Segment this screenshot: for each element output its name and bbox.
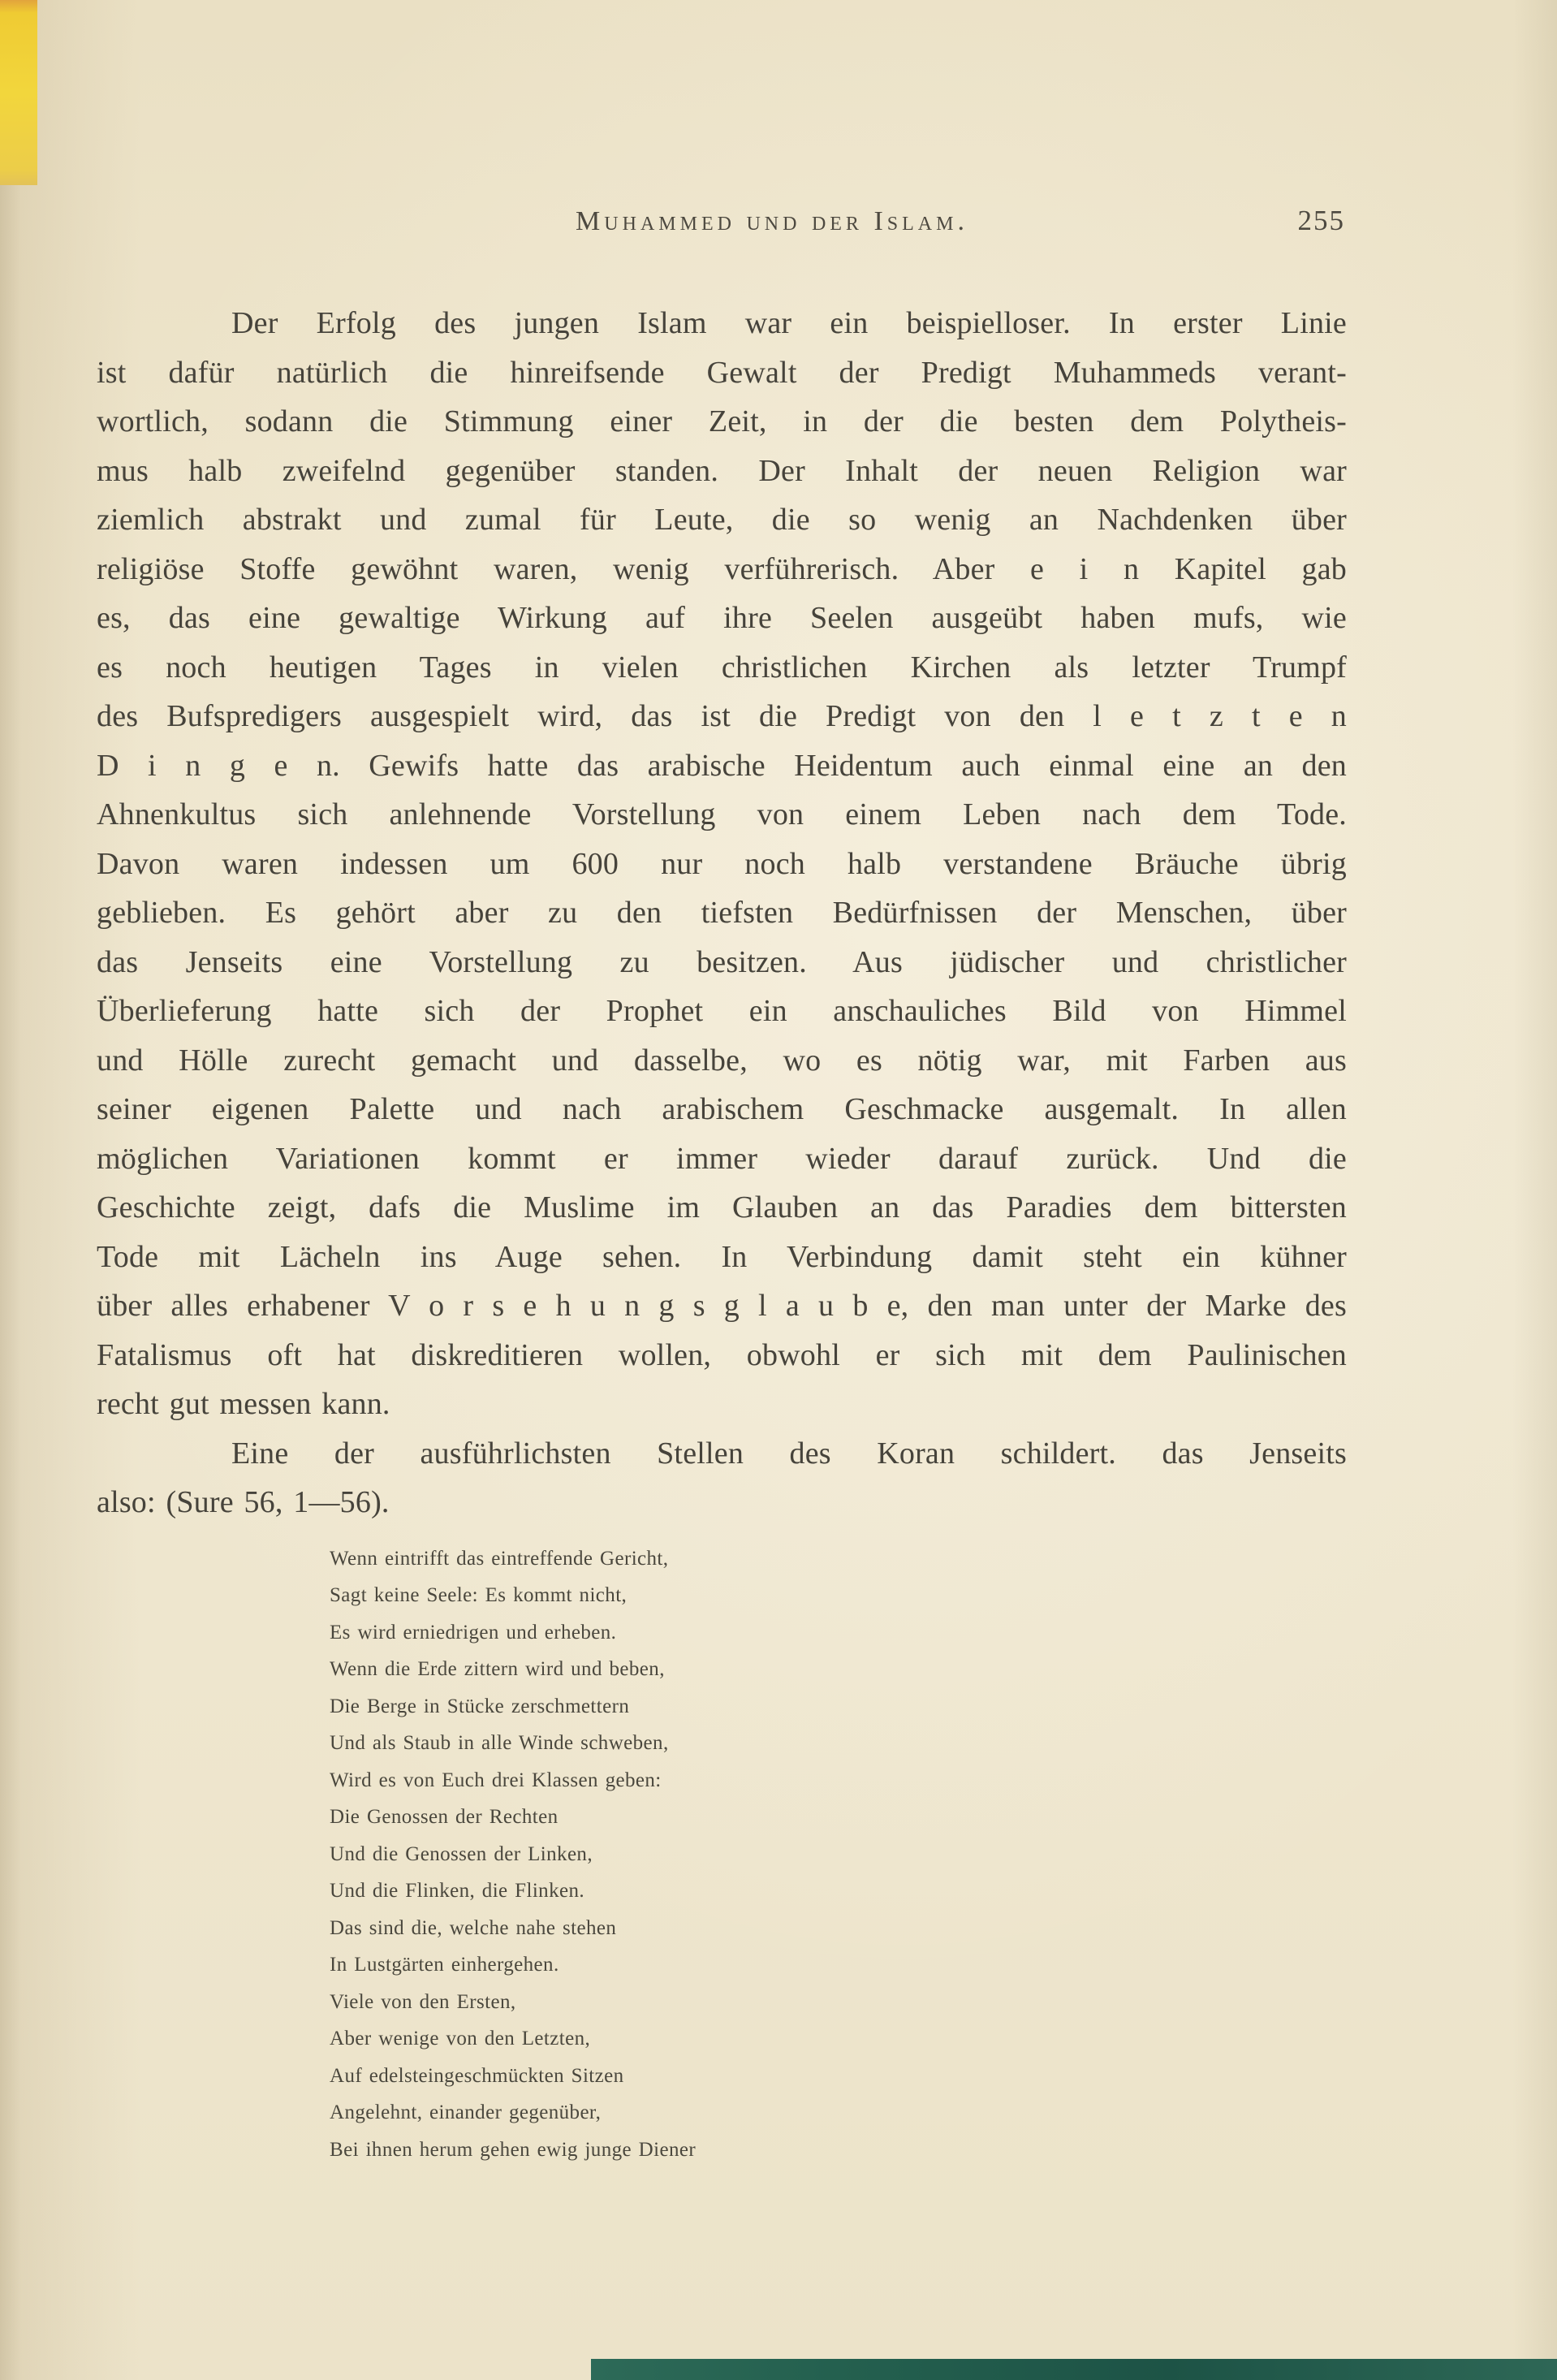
verse-block	[330, 1540, 1347, 2169]
verse-line: Auf edelsteingeschmückten Sitzen	[330, 2064, 624, 2087]
body-text-block	[97, 299, 1347, 2168]
verse-line: Wenn eintrifft das eintreffende Gericht,	[330, 1547, 669, 1570]
running-header	[97, 206, 1347, 252]
paragraph-line: es, das eine gewaltige Wirkung auf ihre Seelen ausgeübt haben mufs, wie	[97, 601, 1347, 635]
paragraph-line: geblieben. Es gehört aber zu den tiefsten Bedürfnissen der Menschen, über	[97, 896, 1347, 930]
paragraph-line: mus halb zweifelnd gegenüber standen. Der Inhalt der neuen Religion war	[97, 453, 1347, 488]
paragraph-line: Überlieferung hatte sich der Prophet ein anschauliches Bild von Himmel	[97, 994, 1347, 1028]
paragraph-line: Ahnenkultus sich anlehnende Vorstellung von einem Leben nach dem Tode.	[97, 797, 1347, 831]
verse-line: Und als Staub in alle Winde schweben,	[330, 1732, 669, 1754]
paragraph-line: über alles erhabener V o r s e h u n g s g l a u b e, den man unter der Marke des	[97, 1289, 1347, 1323]
paragraph-line: Fatalismus oft hat diskreditieren wollen, obwohl er sich mit dem Paulinischen	[97, 1337, 1347, 1372]
paragraph-line: also: (Sure 56, 1—56).	[97, 1485, 390, 1519]
paragraph-line: religiöse Stoffe gewöhnt waren, wenig verführerisch. Aber e i n Kapitel gab	[97, 551, 1347, 586]
paragraph-line: D i n g e n. Gewifs hatte das arabische Heidentum auch einmal eine an den	[97, 748, 1347, 783]
body-paragraph	[97, 299, 1347, 1527]
paragraph-line: seiner eigenen Palette und nach arabischem Geschmacke ausgemalt. In allen	[97, 1092, 1347, 1126]
verse-line: Wenn die Erde zittern wird und beben,	[330, 1658, 665, 1680]
paragraph-line: wortlich, sodann die Stimmung einer Zeit, in der die besten dem Polytheis-	[97, 404, 1347, 438]
paragraph-line: Davon waren indessen um 600 nur noch halb verstandene Bräuche übrig	[97, 846, 1347, 881]
verse-line: In Lustgärten einhergehen.	[330, 1954, 559, 1976]
paragraph-line: möglichen Variationen kommt er immer wieder darauf zurück. Und die	[97, 1141, 1347, 1176]
verse-line: Viele von den Ersten,	[330, 1990, 516, 2013]
paragraph-line: und Hölle zurecht gemacht und dasselbe, wo es nötig war, mit Farben aus	[97, 1043, 1347, 1078]
paragraph-line: Geschichte zeigt, dafs die Muslime im Glauben an das Paradies dem bittersten	[97, 1190, 1347, 1225]
verse-line: Bei ihnen herum gehen ewig junge Diener	[330, 2138, 697, 2161]
verse-line: Sagt keine Seele: Es kommt nicht,	[330, 1584, 628, 1606]
page-left-edge-shadow	[0, 0, 21, 2380]
verse-line: Und die Genossen der Linken,	[330, 1842, 593, 1865]
scan-artifact-teal-strip	[591, 2359, 1557, 2380]
verse-line: Angelehnt, einander gegenüber,	[330, 2101, 602, 2123]
scan-artifact-yellow-strip	[0, 0, 37, 185]
paragraph-line: ist dafür natürlich die hinreifsende Gewalt der Predigt Muhammeds verant-	[97, 355, 1347, 390]
verse-line: Die Berge in Stücke zerschmettern	[330, 1695, 630, 1717]
verse-line: Es wird erniedrigen und erheben.	[330, 1621, 617, 1644]
paragraph-line: Tode mit Lächeln ins Auge sehen. In Verbindung damit steht ein kühner	[97, 1239, 1347, 1274]
paragraph-line: es noch heutigen Tages in vielen christlichen Kirchen als letzter Trumpf	[97, 650, 1347, 685]
page-number: 255	[1297, 205, 1345, 236]
paragraph-line: recht gut messen kann.	[97, 1387, 390, 1421]
paragraph-line: das Jenseits eine Vorstellung zu besitzen. Aus jüdischer und christlicher	[97, 944, 1347, 979]
paragraph-line: des Bufspredigers ausgespielt wird, das ist die Predigt von den l e t z t e n	[97, 699, 1347, 733]
verse-line: Das sind die, welche nahe stehen	[330, 1916, 617, 1939]
verse-line: Die Genossen der Rechten	[330, 1806, 559, 1828]
verse-line: Und die Flinken, die Flinken.	[330, 1880, 585, 1902]
paragraph-line: Der Erfolg des jungen Islam war ein beispielloser. In erster Linie	[231, 306, 1347, 340]
verse-line: Wird es von Euch drei Klassen geben:	[330, 1769, 662, 1791]
paragraph-line: Eine der ausführlichsten Stellen des Koran schildert. das Jenseits	[231, 1436, 1347, 1471]
verse-line: Aber wenige von den Letzten,	[330, 2028, 591, 2050]
paragraph-line: ziemlich abstrakt und zumal für Leute, die so wenig an Nachdenken über	[97, 503, 1347, 537]
header-title: Muhammed und der Islam.	[576, 206, 968, 236]
